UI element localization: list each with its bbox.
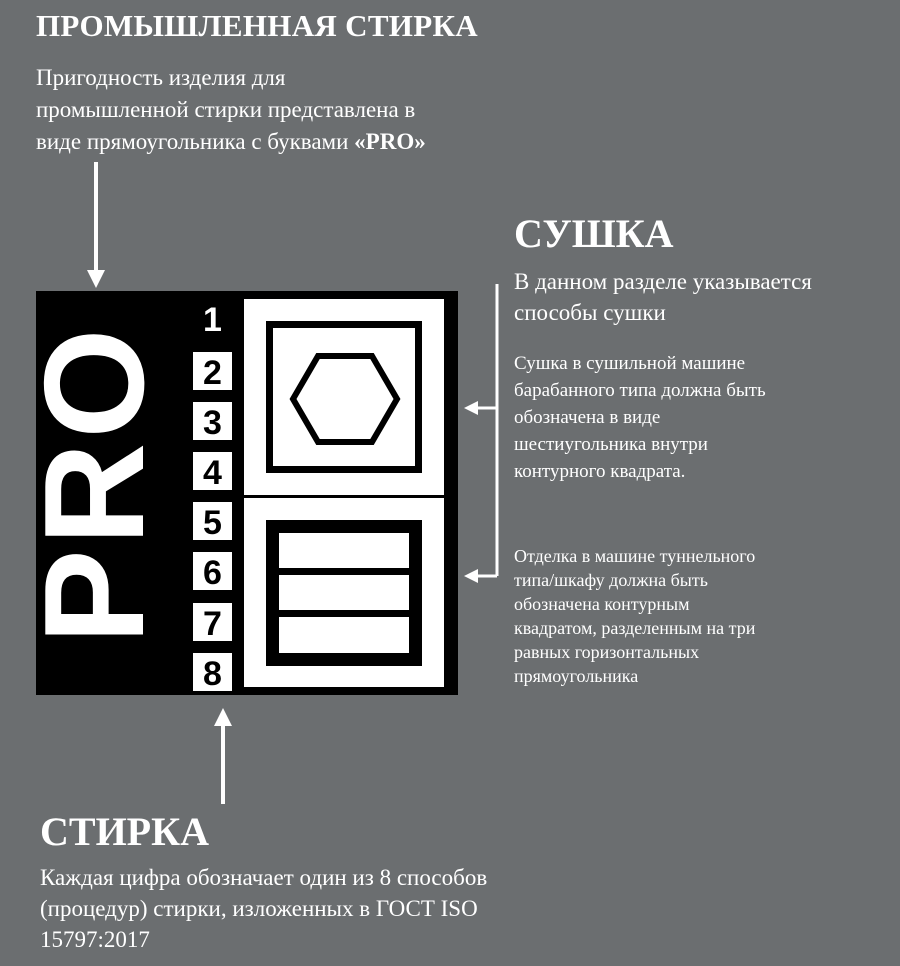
arrow-up-icon <box>213 708 233 804</box>
tumble-desc-line: контурного квадрата. <box>514 461 686 482</box>
arrow-down-icon <box>86 162 106 290</box>
wash-number-3: 3 <box>191 400 234 442</box>
tunnel-finish-symbol <box>244 498 444 687</box>
industrial-description <box>36 62 536 158</box>
tunnel-desc-line: прямоугольника <box>514 666 639 686</box>
pro-care-label <box>15 291 458 695</box>
industrial-title: ПРОМЫШЛЕННАЯ СТИРКА <box>36 8 478 43</box>
tumble-desc-line: Сушка в сушильной машине <box>514 353 746 374</box>
washing-description <box>40 862 640 955</box>
washing-desc-line: 15797:2017 <box>40 927 150 952</box>
arrow-left-icon <box>464 568 486 584</box>
wash-number-2: 2 <box>191 350 234 392</box>
tunnel-desc-line: квадратом, разделенным на три <box>514 618 756 638</box>
wash-number-8: 8 <box>191 651 234 693</box>
industrial-desc-line: Пригодность изделия для <box>36 65 286 90</box>
tumble-desc-line: обозначена в виде <box>514 407 661 428</box>
wash-number-6: 6 <box>191 550 234 592</box>
drying-desc-line: В данном разделе указывается <box>514 269 812 294</box>
wash-number-4: 4 <box>191 450 234 492</box>
tumble-desc-line: барабанного типа должна быть <box>514 380 766 401</box>
tumble-dry-symbol <box>244 299 444 495</box>
drying-bracket <box>462 284 508 584</box>
drying-description <box>514 266 894 328</box>
pro-text: PRO <box>15 324 174 644</box>
tunnel-desc-line: Отделка в машине туннельного <box>514 546 756 566</box>
tumble-drying-description <box>514 350 894 485</box>
tunnel-desc-line: равных горизонтальных <box>514 642 700 662</box>
tunnel-desc-line: типа/шкафу должна быть <box>514 570 708 590</box>
washing-desc-line: (процедур) стирки, изложенных в ГОСТ ISO <box>40 896 478 921</box>
three-bars-icon <box>273 569 415 616</box>
wash-number-1: 1 <box>191 299 234 341</box>
wash-number-5: 5 <box>191 500 234 542</box>
drying-desc-line: способы сушки <box>514 300 666 325</box>
three-bars-icon <box>273 527 415 574</box>
wash-number-7: 7 <box>191 601 234 643</box>
tunnel-desc-line: обозначена контурным <box>514 594 690 614</box>
hexagon-icon <box>288 351 402 447</box>
tunnel-finishing-description <box>514 544 894 688</box>
washing-desc-line: Каждая цифра обозначает один из 8 способов <box>40 865 488 890</box>
washing-title: СТИРКА <box>40 809 210 854</box>
tumble-desc-line: шестиугольника внутри <box>514 434 708 455</box>
industrial-desc-text: виде прямоугольника с буквами <box>36 129 355 154</box>
pro-quote: «PRO» <box>354 129 426 154</box>
arrow-left-icon <box>464 400 486 416</box>
three-bars-icon <box>273 611 415 659</box>
drying-title: СУШКА <box>514 211 674 256</box>
industrial-desc-line <box>36 126 536 158</box>
industrial-desc-line: промышленной стирки представлена в <box>36 97 416 122</box>
